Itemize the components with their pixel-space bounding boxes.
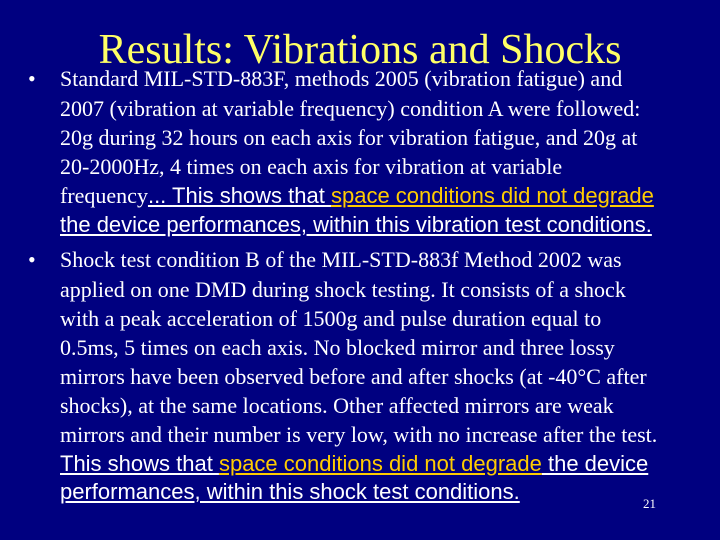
conclusion-line: the device performances, within this vibration test conditions. (60, 212, 652, 237)
page-number: 21 (643, 496, 656, 511)
conclusion-line: performances, within this shock test conditions. (60, 479, 520, 504)
bullet-line: shocks), at the same locations. Other affected mirrors are weak (60, 393, 614, 418)
slide-title: Results: Vibrations and Shocks (98, 27, 622, 73)
bullet-marker: • (28, 247, 36, 272)
bullet-line: Shock test condition B of the MIL-STD-883f Method 2002 was (60, 247, 622, 272)
bullet-line (60, 181, 654, 210)
bullet-line: with a peak acceleration of 1500g and pulse duration equal to (60, 306, 602, 331)
conclusion-text: This shows that (60, 451, 219, 476)
bullet-line: 0.5ms, 5 times on each axis. No blocked mirror and three lossy (60, 335, 615, 360)
bullet-line: mirrors and their number is very low, with no increase after the test. (60, 422, 658, 447)
highlight-text: space conditions did not degrade (330, 183, 654, 208)
conclusion-text: This shows that (172, 183, 331, 208)
highlight-text: space conditions did not degrade (218, 451, 542, 476)
bullet-line: applied on one DMD during shock testing. It consists of a shock (60, 277, 626, 302)
conclusion-line (60, 449, 648, 478)
bullet-line: 20-2000Hz, 4 times on each axis for vibration at variable (60, 154, 563, 179)
ellipsis-text: ... (147, 183, 173, 208)
bullet-text: frequency (60, 183, 148, 208)
bullet-marker: • (28, 66, 36, 91)
conclusion-text: the device (541, 451, 649, 476)
bullet-line: 2007 (vibration at variable frequency) condition A were followed: (60, 96, 641, 121)
bullet-line: Standard MIL-STD-883F, methods 2005 (vibration fatigue) and (60, 66, 623, 91)
bullet-line: mirrors have been observed before and after shocks (at -40°C after (60, 364, 647, 389)
bullet-line: 20g during 32 hours on each axis for vibration fatigue, and 20g at (60, 125, 638, 150)
